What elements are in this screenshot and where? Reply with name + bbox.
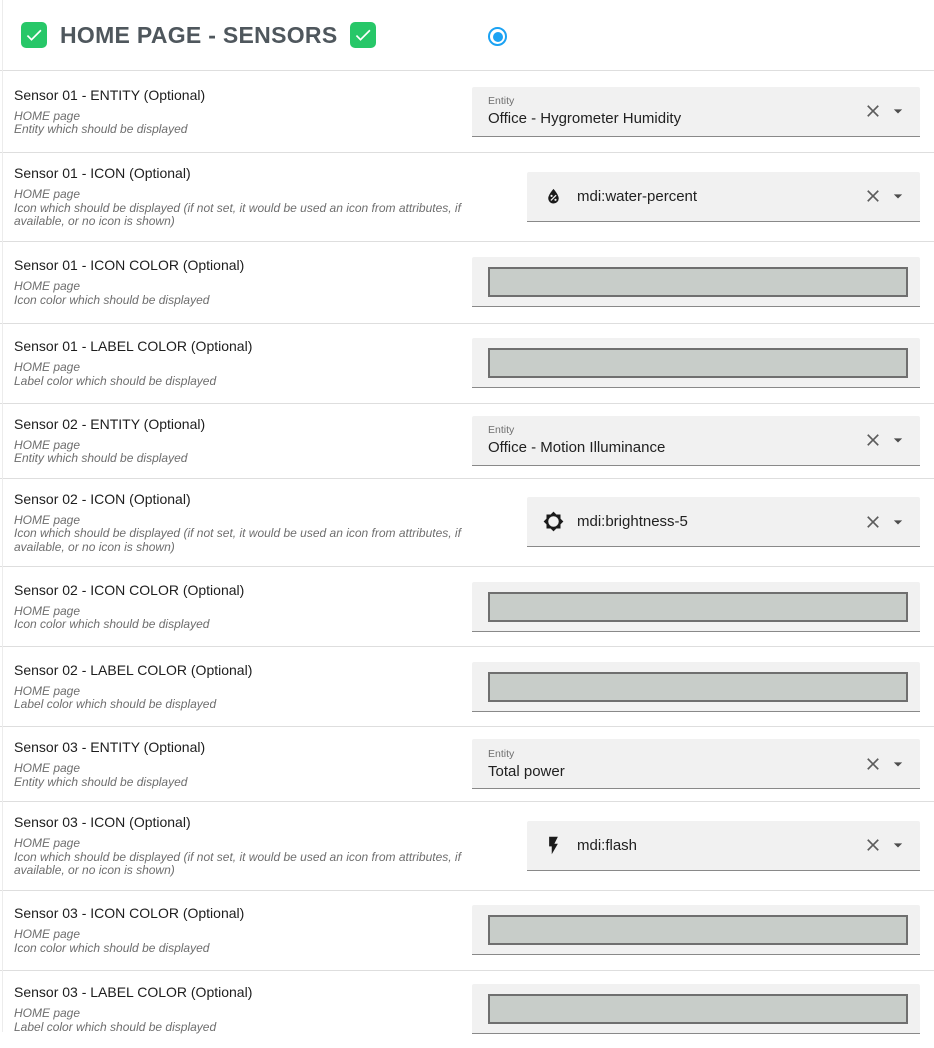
setting-label: Sensor 03 - LABEL COLOR (Optional) xyxy=(14,984,253,1000)
setting-description: Icon color which should be displayed xyxy=(14,940,210,955)
color-field xyxy=(472,257,920,307)
setting-context: HOME page xyxy=(14,927,81,941)
close-icon[interactable] xyxy=(863,430,883,450)
menu-down-icon[interactable] xyxy=(888,754,908,774)
setting-info xyxy=(14,727,470,801)
config-row xyxy=(0,566,934,646)
setting-context: HOME page xyxy=(14,836,81,850)
color-field xyxy=(472,984,920,1034)
close-icon[interactable] xyxy=(863,512,883,532)
setting-label: Sensor 01 - LABEL COLOR (Optional) xyxy=(14,338,253,354)
setting-description: Icon which should be displayed (if not set, it would be used an icon from attributes, if available, or no icon is shown) xyxy=(14,200,461,228)
setting-label: Sensor 01 - ICON (Optional) xyxy=(14,165,191,181)
setting-description: Icon which should be displayed (if not set, it would be used an icon from attributes, if available, or no icon is shown) xyxy=(14,849,461,877)
menu-down-icon[interactable] xyxy=(888,512,908,532)
setting-info xyxy=(14,404,470,478)
mdi-brightness-5-icon xyxy=(543,511,564,532)
radio-dot xyxy=(493,32,503,42)
icon-select-value: mdi:brightness-5 xyxy=(577,513,688,531)
setting-context: HOME page xyxy=(14,437,81,452)
section-title: HOME PAGE - SENSORS xyxy=(60,21,338,48)
setting-label: Sensor 02 - ICON (Optional) xyxy=(14,490,191,507)
color-field xyxy=(472,582,920,632)
setting-context: HOME page xyxy=(14,683,81,698)
menu-down-icon[interactable] xyxy=(888,835,908,855)
setting-description: Entity which should be displayed xyxy=(14,774,188,789)
config-row xyxy=(0,726,934,801)
setting-info xyxy=(14,245,470,319)
setting-description: Label color which should be displayed xyxy=(14,373,217,388)
setting-description: Icon color which should be displayed xyxy=(14,292,210,307)
menu-down-icon[interactable] xyxy=(888,430,908,450)
field-float-label: Entity xyxy=(488,747,515,760)
setting-info xyxy=(14,893,470,967)
icon-select-value: mdi:flash xyxy=(577,836,638,854)
setting-label: Sensor 02 - LABEL COLOR (Optional) xyxy=(14,661,253,678)
setting-description: Icon which should be displayed (if not set, it would be used an icon from attributes, if available, or no icon is shown) xyxy=(14,526,461,554)
color-field xyxy=(472,905,920,955)
entity-select-value: Office - Motion Illuminance xyxy=(488,439,666,456)
close-icon[interactable] xyxy=(863,186,883,206)
setting-description: Entity which should be displayed xyxy=(14,451,188,465)
color-input[interactable] xyxy=(488,267,908,297)
entity-select[interactable] xyxy=(472,87,920,137)
config-row xyxy=(0,890,934,970)
color-input[interactable] xyxy=(488,994,908,1024)
setting-context: HOME page xyxy=(14,187,81,201)
menu-down-icon[interactable] xyxy=(888,186,908,206)
setting-label: Sensor 01 - ICON COLOR (Optional) xyxy=(14,257,245,273)
entity-select[interactable] xyxy=(472,416,920,466)
setting-info xyxy=(14,802,470,890)
mdi-water-percent-icon xyxy=(543,186,564,207)
icon-select[interactable] xyxy=(527,497,920,547)
setting-label: Sensor 02 - ENTITY (Optional) xyxy=(14,415,206,432)
setting-description: Icon color which should be displayed xyxy=(14,617,210,631)
entity-select[interactable] xyxy=(472,739,920,789)
setting-description: Label color which should be displayed xyxy=(14,697,217,711)
color-input[interactable] xyxy=(488,348,908,378)
selected-radio[interactable] xyxy=(488,27,507,46)
icon-select-value: mdi:water-percent xyxy=(577,187,698,205)
setting-label: Sensor 01 - ENTITY (Optional) xyxy=(14,86,206,103)
config-row xyxy=(0,478,934,567)
setting-info xyxy=(14,326,470,400)
color-field xyxy=(472,338,920,388)
config-row xyxy=(0,241,934,323)
setting-info xyxy=(14,75,470,149)
mdi-flash-icon xyxy=(543,835,564,856)
close-icon[interactable] xyxy=(863,835,883,855)
page-left-edge xyxy=(2,0,3,1032)
check-on-green-icon xyxy=(21,22,47,48)
setting-info xyxy=(14,479,470,567)
color-input[interactable] xyxy=(488,592,908,622)
setting-context: HOME page xyxy=(14,603,81,618)
section-header xyxy=(0,0,934,70)
config-row xyxy=(0,801,934,890)
color-field xyxy=(472,662,920,712)
setting-context: HOME page xyxy=(14,108,81,123)
setting-label: Sensor 03 - ICON COLOR (Optional) xyxy=(14,905,245,921)
setting-context: HOME page xyxy=(14,360,81,374)
setting-info xyxy=(14,570,470,644)
setting-description: Label color which should be displayed xyxy=(14,1019,217,1034)
config-row xyxy=(0,970,934,1048)
color-input[interactable] xyxy=(488,915,908,945)
config-row xyxy=(0,403,934,478)
config-row xyxy=(0,152,934,241)
config-row xyxy=(0,323,934,403)
setting-description: Entity which should be displayed xyxy=(14,122,188,136)
setting-context: HOME page xyxy=(14,761,81,775)
config-rows xyxy=(0,70,934,1048)
close-icon[interactable] xyxy=(863,754,883,774)
close-icon[interactable] xyxy=(863,101,883,121)
setting-context: HOME page xyxy=(14,1006,81,1020)
color-input[interactable] xyxy=(488,672,908,702)
setting-label: Sensor 03 - ENTITY (Optional) xyxy=(14,739,206,755)
setting-info xyxy=(14,650,470,724)
setting-label: Sensor 02 - ICON COLOR (Optional) xyxy=(14,581,245,598)
setting-info xyxy=(14,153,470,241)
setting-label: Sensor 03 - ICON (Optional) xyxy=(14,814,191,830)
setting-context: HOME page xyxy=(14,279,81,293)
setting-info xyxy=(14,972,470,1046)
field-float-label: Entity xyxy=(488,95,515,107)
setting-context: HOME page xyxy=(14,512,81,527)
entity-select-value: Office - Hygrometer Humidity xyxy=(488,110,682,127)
icon-select[interactable] xyxy=(527,821,920,871)
menu-down-icon[interactable] xyxy=(888,101,908,121)
icon-select[interactable] xyxy=(527,172,920,222)
entity-select-value: Total power xyxy=(488,762,565,780)
config-row xyxy=(0,646,934,726)
field-float-label: Entity xyxy=(488,424,515,436)
check-on-green-icon xyxy=(350,22,376,48)
config-row xyxy=(0,70,934,152)
